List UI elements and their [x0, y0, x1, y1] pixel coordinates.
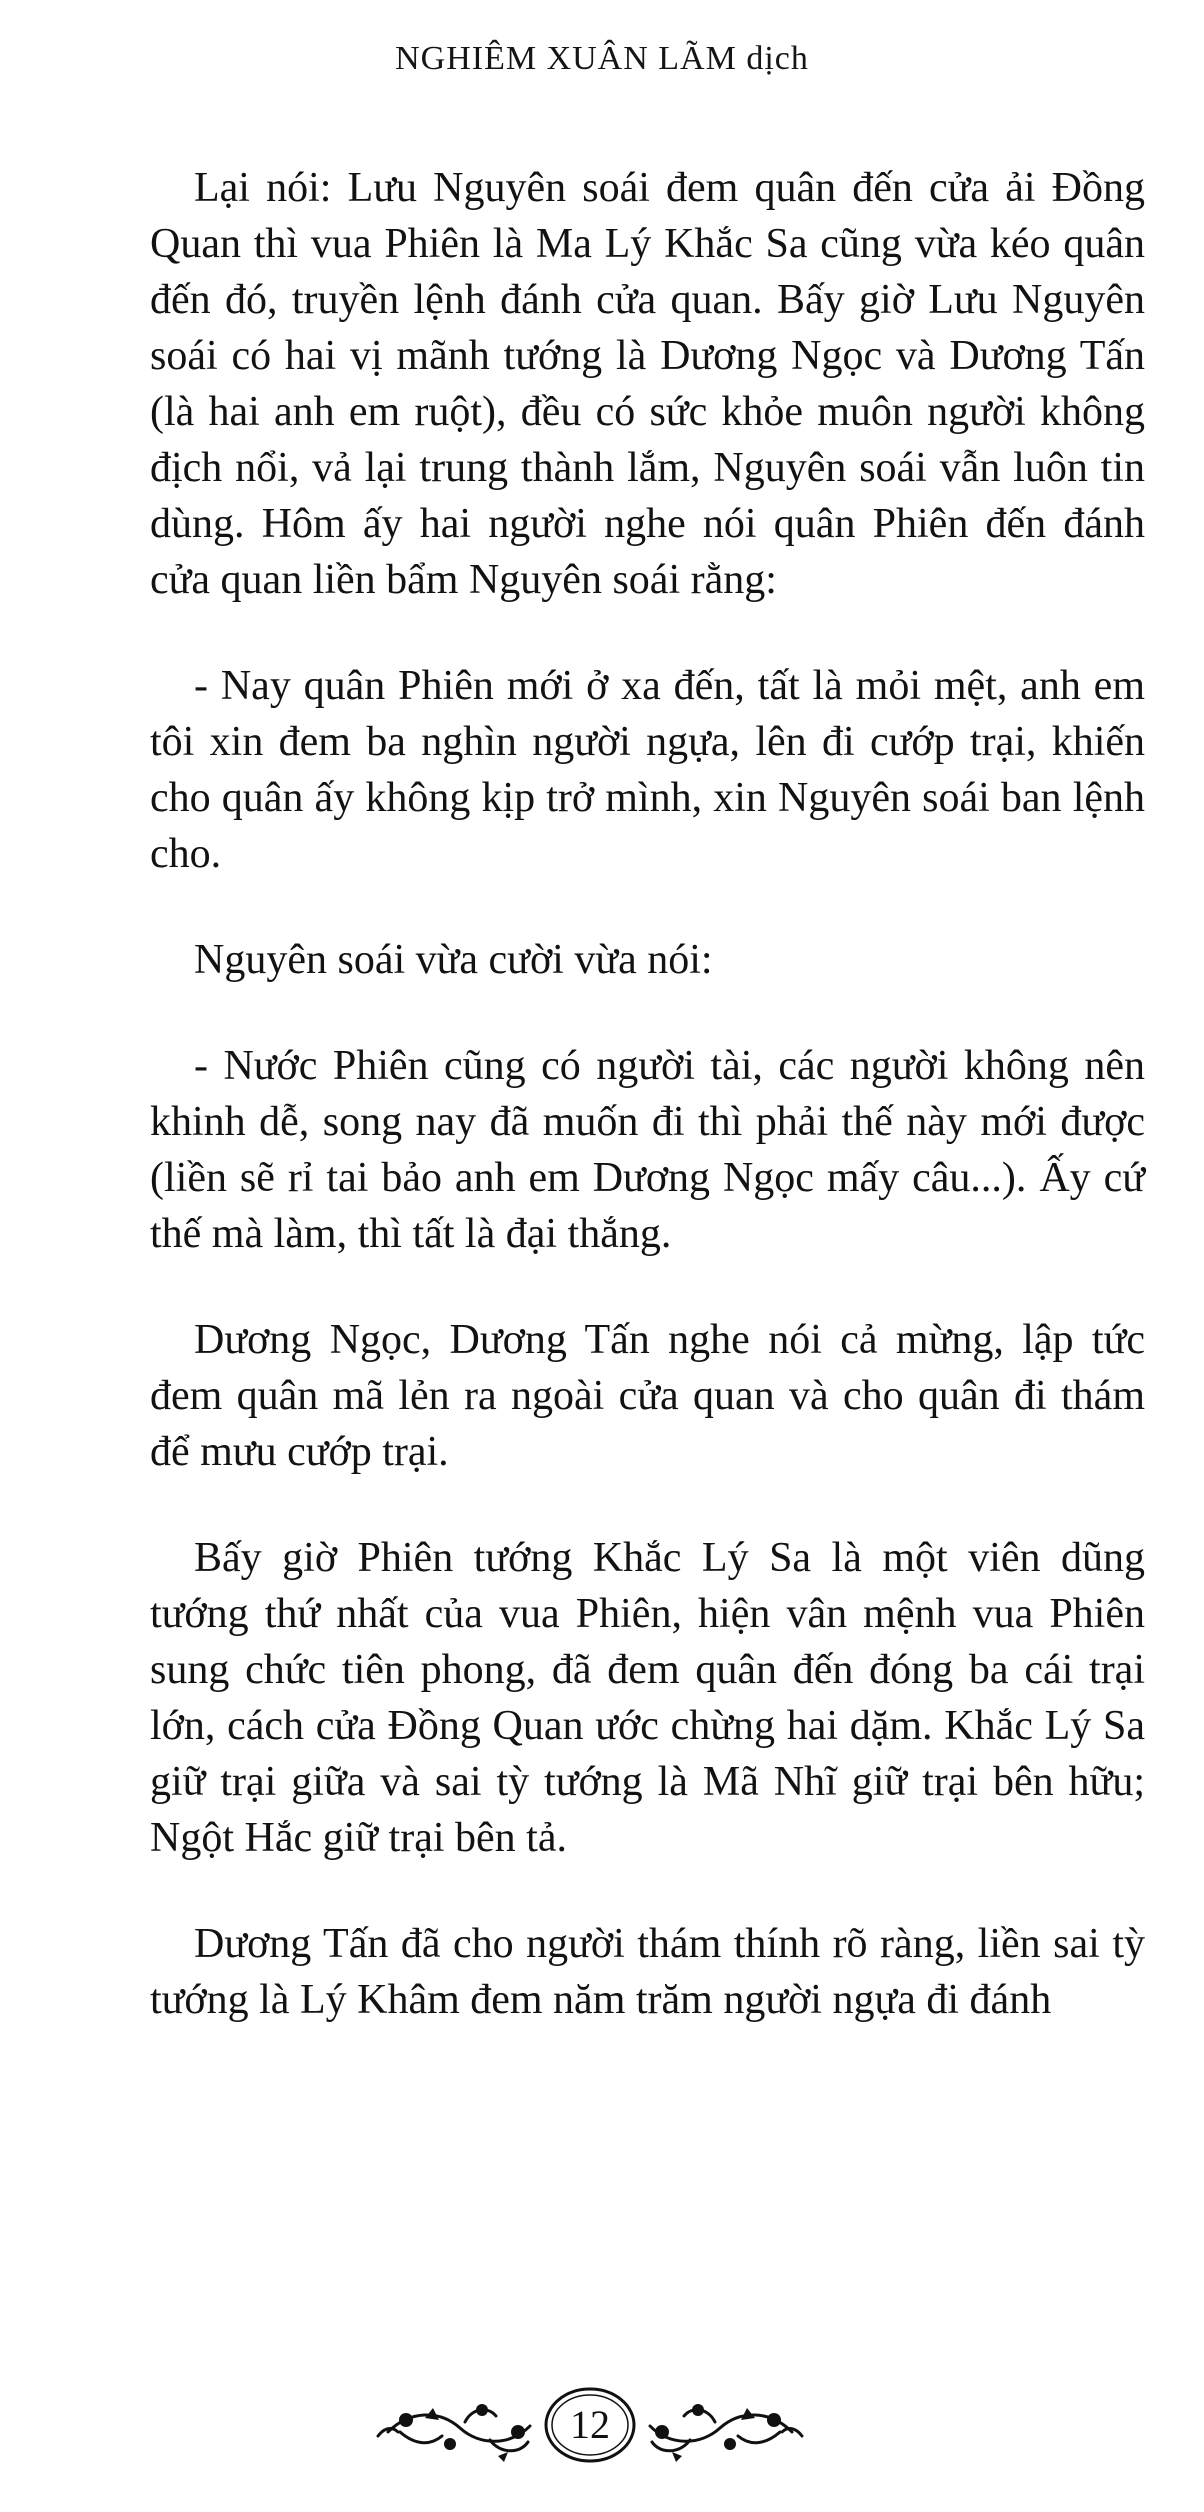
paragraph-2: - Nay quân Phiên mới ở xa đến, tất là mỏi mệt, anh em tôi xin đem ba nghìn người ngựa, lên đi cướp trại, khiến cho quân ấy không kịp trở mình, xin Nguyên soái ban lệnh cho.: [150, 663, 1145, 877]
paragraph-5: Dương Ngọc, Dương Tấn nghe nói cả mừng, lập tức đem quân mã lẻn ra ngoài cửa quan và cho quân đi thám để mưu cướp trại.: [150, 1317, 1145, 1475]
paragraph-6: Bấy giờ Phiên tướng Khắc Lý Sa là một viên dũng tướng thứ nhất của vua Phiên, hiện vân mệnh vua Phiên sung chức tiên phong, đã đem quân đến đóng ba cái trại lớn, cách cửa Đồng Quan ước chừng hai dặm. Khắc Lý Sa giữ trại giữa và sai tỳ tướng là Mã Nhĩ giữ trại bên hữu; Ngột Hắc giữ trại bên tả.: [150, 1535, 1145, 1861]
paragraph-3: Nguyên soái vừa cười vừa nói:: [194, 937, 713, 983]
page-number: 12: [570, 2402, 610, 2447]
body-text: [150, 160, 1145, 2070]
running-title: NGHIÊM XUÂN LÃM dịch: [395, 40, 809, 77]
paragraph-4: - Nước Phiên cũng có người tài, các người không nên khinh dễ, song nay đã muốn đi thì phải thế này mới được (liền sẽ rỉ tai bảo anh em Dương Ngọc mấy câu...). Ấy cứ thế mà làm, thì tất là đại thắng.: [150, 1043, 1145, 1257]
paragraph-7: Dương Tấn đã cho người thám thính rõ ràng, liền sai tỳ tướng là Lý Khâm đem năm trăm người ngựa đi đánh: [150, 1921, 1145, 2023]
paragraph-1: Lại nói: Lưu Nguyên soái đem quân đến cửa ải Đồng Quan thì vua Phiên là Ma Lý Khắc Sa cũng vừa kéo quân đến đó, truyền lệnh đánh cửa quan. Bấy giờ Lưu Nguyên soái có hai vị mãnh tướng là Dương Ngọc và Dương Tấn (là hai anh em ruột), đều có sức khỏe muôn người không địch nổi, vả lại trung thành lắm, Nguyên soái vẫn luôn tin dùng. Hôm ấy hai người nghe nói quân Phiên đến đánh cửa quan liền bẩm Nguyên soái rằng:: [150, 165, 1145, 603]
